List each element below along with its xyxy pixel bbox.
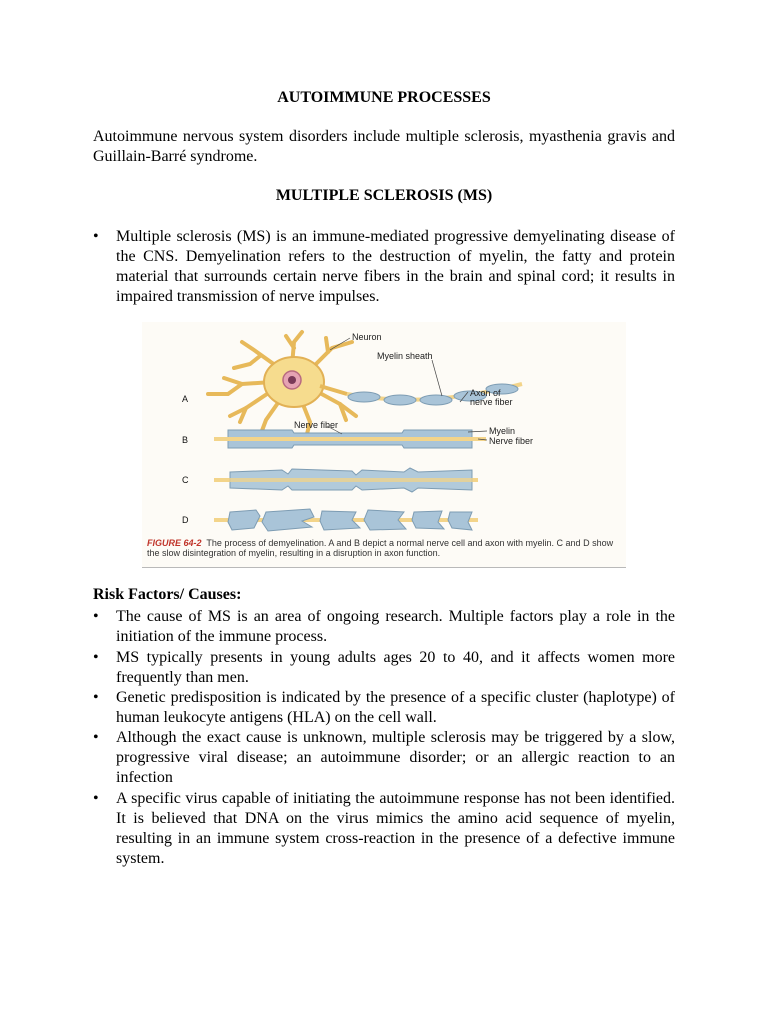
label-neuron: Neuron	[352, 332, 382, 342]
label-nerve-fiber-b: Nerve fiber	[294, 420, 339, 430]
row-label-c: C	[182, 475, 189, 485]
fragmented-fiber-d	[214, 509, 478, 531]
row-label-a: A	[182, 394, 189, 404]
label-nerve-fiber-right: Nerve fiber	[489, 436, 534, 446]
bullet-marker: •	[93, 649, 99, 666]
bullet-marker: •	[93, 689, 99, 706]
risk-item-text: MS typically presents in young adults ages 20 to 40, and it affects women more frequently than men.	[116, 649, 675, 686]
row-label-b: B	[182, 435, 189, 445]
risk-item-text: Although the exact cause is unknown, multiple sclerosis may be triggered by a slow, progressive viral disease; an autoimmune disorder; or an allergic reaction to an infection	[116, 729, 675, 786]
figure-caption-text: The process of demyelination. A and B depict a normal nerve cell and axon with myelin. C and D show the slow disintegration of myelin, resulting in a disruption in axon function.	[147, 538, 614, 558]
bullet-marker: •	[93, 729, 99, 746]
risk-item	[93, 688, 675, 728]
demyelination-figure	[142, 322, 626, 568]
heading-autoimmune-processes: AUTOIMMUNE PROCESSES	[277, 89, 491, 106]
risk-item-text: A specific virus capable of initiating the autoimmune response has not been identified. It is believed that DNA on the virus mimics the amino acid sequence of myelin, resulting in an immune system cross-reaction in the presence of a defective immune system.	[116, 790, 675, 867]
ms-bullet-text: Multiple sclerosis (MS) is an immune-mediated progressive demyelinating disease of the CNS. Demyelination refers to the destruction of myelin, the fatty and protein material that surrounds certain nerve fibers in the brain and spinal cord; it results in impaired transmission of nerve impulses.	[116, 228, 675, 305]
intro-paragraph: Autoimmune nervous system disorders include multiple sclerosis, myasthenia gravis and Guillain-Barré syndrome.	[93, 128, 675, 165]
row-label-d: D	[182, 515, 189, 525]
label-axon-of: Axon of	[470, 388, 501, 398]
label-myelin: Myelin	[489, 426, 516, 436]
label-nerve-fiber-a: nerve fiber	[470, 397, 513, 407]
figure-caption	[147, 539, 622, 558]
risk-item	[93, 607, 675, 647]
risk-item	[93, 728, 675, 788]
demyelination-illustration	[142, 322, 626, 567]
label-myelin-sheath: Myelin sheath	[377, 351, 433, 361]
risk-item-text: Genetic predisposition is indicated by the presence of a specific cluster (haplotype) of human leukocyte antigens (HLA) on the cell wall.	[116, 689, 675, 726]
demyelinating-fiber-c	[214, 468, 478, 492]
figure-caption-label: FIGURE 64-2	[147, 538, 202, 548]
risk-item	[93, 789, 675, 869]
risk-factors-heading: Risk Factors/ Causes:	[93, 586, 242, 603]
risk-item	[93, 648, 675, 688]
heading-multiple-sclerosis: MULTIPLE SCLEROSIS (MS)	[275, 187, 493, 204]
bullet-marker: •	[93, 608, 99, 625]
bullet-marker: •	[93, 228, 99, 245]
ms-bullet	[93, 227, 675, 307]
bullet-marker: •	[93, 790, 99, 807]
risk-item-text: The cause of MS is an area of ongoing research. Multiple factors play a role in the initiation of the immune process.	[116, 608, 675, 645]
myelinated-fiber-b	[214, 430, 486, 448]
